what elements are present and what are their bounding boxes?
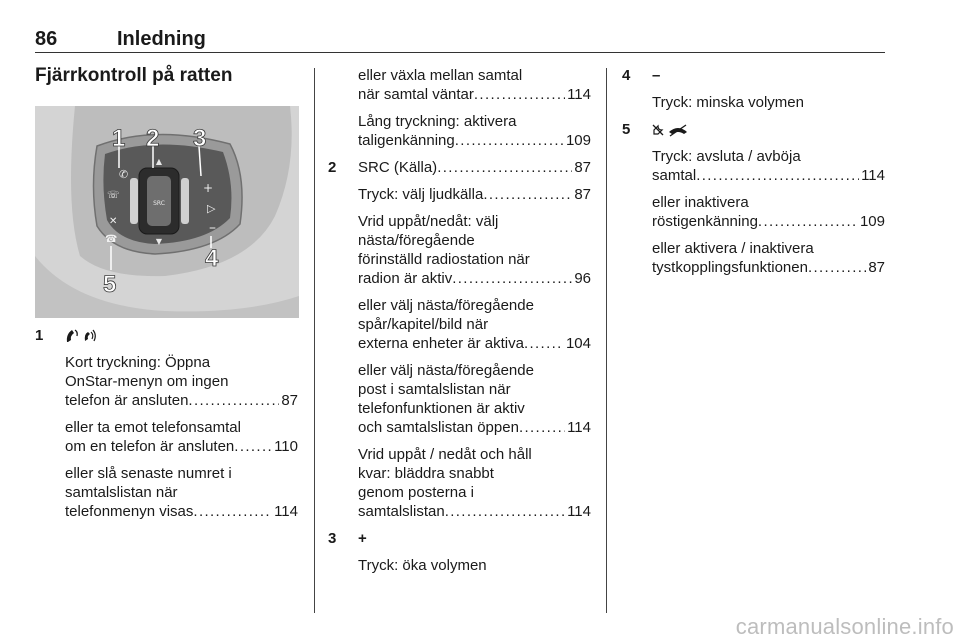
entry (358, 66, 591, 104)
item-number: 2 (328, 159, 337, 176)
page-reference (65, 391, 298, 410)
entry (652, 93, 885, 112)
entry (65, 418, 298, 456)
text-line: telefonfunktionen är aktiv (358, 400, 525, 417)
page-reference (358, 158, 591, 177)
text-line: genom posterna i (358, 484, 474, 501)
ref-text: Tryck: välj ljudkälla (358, 186, 484, 203)
ref-text: radion är aktiv (358, 270, 453, 287)
ref-text: samtalslistan (358, 503, 445, 520)
page-reference (65, 437, 298, 456)
entry (358, 158, 591, 177)
dot-leader (519, 418, 565, 437)
column-3 (622, 66, 885, 285)
text-line: Vrid uppåt / nedåt och håll (358, 446, 532, 463)
ref-page: 109 (565, 132, 591, 149)
svg-text:☏: ☏ (107, 190, 120, 201)
text-line: Tryck: avsluta / avböja (652, 148, 801, 165)
ref-text: och samtalslistan öppen (358, 419, 519, 436)
section-title: Fjärrkontroll på ratten (35, 65, 233, 86)
voice-recognition-icon (85, 330, 95, 341)
page-reference (652, 166, 885, 185)
dot-leader (188, 391, 279, 410)
hang-up-icon (669, 125, 687, 136)
page-reference (65, 502, 298, 521)
ref-page: 87 (868, 259, 885, 276)
chapter-title: Inledning (117, 28, 206, 50)
steering-wheel-illustration (35, 106, 299, 318)
ref-page: 114 (567, 503, 591, 520)
text-line: spår/kapitel/bild när (358, 316, 489, 333)
item-number: 5 (622, 121, 631, 138)
ref-page: 87 (574, 186, 591, 203)
dot-leader (483, 185, 572, 204)
text-line: Vrid uppåt/nedåt: välj (358, 213, 499, 230)
ref-text: externa enheter är aktiva (358, 335, 524, 352)
text-line: nästa/föregående (358, 232, 475, 249)
ref-page: 114 (567, 419, 591, 436)
callout-2: 2 (146, 125, 160, 152)
ref-page: 114 (861, 167, 885, 184)
callout-3: 3 (193, 125, 207, 152)
item-icons (35, 326, 298, 345)
item-number: 3 (328, 530, 337, 547)
callout-1: 1 (112, 125, 126, 152)
ref-text: röstigenkänning (652, 213, 758, 230)
ref-page: 87 (574, 159, 591, 176)
src-label: SRC (153, 200, 165, 207)
dot-leader (193, 502, 272, 521)
text-line: samtalslistan när (65, 484, 178, 501)
column-2 (328, 66, 591, 583)
watermark: carmanualsonline.info (735, 614, 954, 639)
text-line: eller välj nästa/föregående (358, 362, 534, 379)
header-rule (35, 52, 885, 53)
ref-page: 104 (565, 335, 591, 352)
ref-text: telefon är ansluten (65, 392, 189, 409)
ref-page: 114 (274, 503, 298, 520)
entry (358, 445, 591, 521)
ref-page: 96 (574, 270, 591, 287)
ref-page: 109 (859, 213, 885, 230)
dot-leader (452, 269, 572, 288)
item-label: – (652, 67, 661, 84)
text-line: förinställd radiostation när (358, 251, 530, 268)
ref-text: taligenkänning (358, 132, 455, 149)
ref-text: samtal (652, 167, 697, 184)
dot-leader (474, 85, 565, 104)
item-number: 1 (35, 327, 44, 344)
svg-text:☎: ☎ (105, 234, 118, 245)
ref-text: SRC (Källa) (358, 159, 438, 176)
page-reference (358, 131, 591, 150)
page-reference (358, 334, 591, 353)
page-reference (652, 212, 885, 231)
page-reference (358, 85, 591, 104)
column-1 (35, 326, 298, 529)
callout-4: 4 (205, 245, 219, 272)
mute-icon (653, 125, 663, 135)
ref-text: när samtal väntar (358, 86, 474, 103)
text-line: eller växla mellan samtal (358, 67, 523, 84)
page-reference (358, 185, 591, 204)
item-icons (622, 120, 885, 139)
column-divider-1 (314, 68, 315, 613)
item-1 (35, 326, 298, 521)
text-line: eller slå senaste numret i (65, 465, 232, 482)
entry (652, 147, 885, 185)
callout-5: 5 (103, 271, 117, 298)
item-1-entries (35, 353, 298, 521)
dot-leader (437, 158, 572, 177)
text-line: eller inaktivera (652, 194, 749, 211)
dot-leader (455, 131, 564, 150)
item-3 (328, 529, 591, 575)
entry (358, 112, 591, 150)
text-line: kvar: bläddra snabbt (358, 465, 494, 482)
entry (358, 185, 591, 204)
entry (358, 212, 591, 288)
dot-leader (524, 334, 564, 353)
svg-text:▼: ▼ (155, 237, 163, 246)
item-label: + (358, 530, 367, 547)
text-line: Tryck: öka volymen (358, 557, 487, 574)
text-line: eller aktivera / inaktivera (652, 240, 814, 257)
column-divider-2 (606, 68, 607, 613)
text-line: OnStar-menyn om ingen (65, 373, 229, 390)
text-line: eller välj nästa/föregående (358, 297, 534, 314)
dot-leader (234, 437, 272, 456)
text-line: Lång tryckning: aktivera (358, 113, 517, 130)
svg-text:–: – (209, 220, 216, 236)
entry (65, 464, 298, 521)
svg-text:▲: ▲ (155, 157, 163, 166)
text-line: Kort tryckning: Öppna (65, 354, 211, 371)
page-reference (652, 258, 885, 277)
page-header (35, 28, 885, 54)
text-line: post i samtalslistan när (358, 381, 511, 398)
ref-page: 114 (567, 86, 591, 103)
text-line: Tryck: minska volymen (652, 94, 804, 111)
ref-page: 110 (274, 438, 298, 455)
item-2 (328, 158, 591, 521)
entry (358, 296, 591, 353)
svg-text:▷: ▷ (207, 202, 216, 215)
dot-leader (445, 502, 565, 521)
dot-leader (696, 166, 859, 185)
item-4 (622, 66, 885, 112)
dot-leader (808, 258, 866, 277)
ref-text: om en telefon är ansluten (65, 438, 235, 455)
dot-leader (758, 212, 858, 231)
entry (652, 239, 885, 277)
ref-text: telefonmenyn visas (65, 503, 194, 520)
svg-text:+: + (203, 181, 214, 195)
page-number: 86 (35, 28, 58, 50)
item-5 (622, 120, 885, 277)
ref-text: tystkopplingsfunktionen (652, 259, 808, 276)
entry (652, 193, 885, 231)
ref-page: 87 (281, 392, 298, 409)
item-number: 4 (622, 67, 631, 84)
page-reference (358, 502, 591, 521)
phone-answer-icon (67, 330, 77, 342)
entry (358, 361, 591, 437)
steering-wheel-controls-figure (35, 106, 299, 318)
entry (358, 556, 591, 575)
entry (65, 353, 298, 410)
svg-text:✆: ✆ (119, 168, 129, 181)
page-reference (358, 418, 591, 437)
svg-text:✕: ✕ (109, 216, 118, 227)
page-reference (358, 269, 591, 288)
text-line: eller ta emot telefonsamtal (65, 419, 241, 436)
